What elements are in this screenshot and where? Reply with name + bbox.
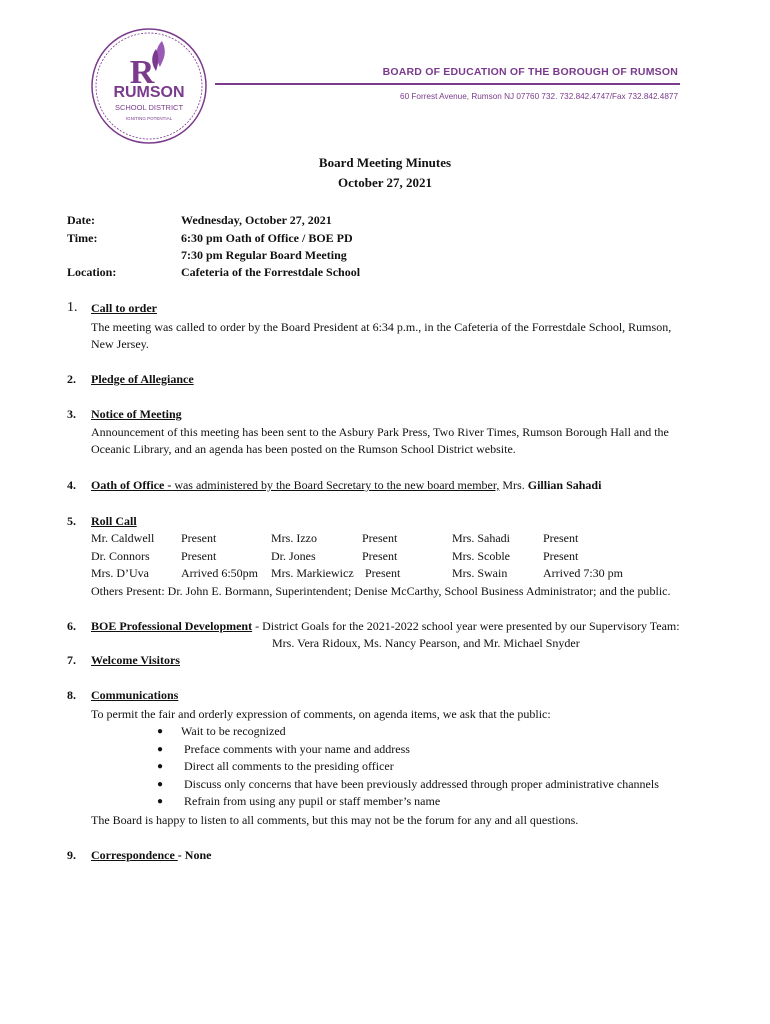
section-2-heading: Pledge of Allegiance <box>91 372 194 386</box>
roll-status: Present <box>543 531 579 545</box>
bullet-icon: ● <box>157 779 164 790</box>
roll-name: Mrs. Izzo <box>271 531 317 545</box>
section-1-number: 1. <box>67 300 78 315</box>
time-label: Time: <box>67 231 98 245</box>
roll-name: Mr. Caldwell <box>91 531 155 545</box>
section-3-line-2: Oceanic Library, and an agenda has been posted on the Rumson School District website. <box>91 442 516 456</box>
roll-name: Mrs. Scoble <box>452 549 510 563</box>
section-9-number: 9. <box>67 848 76 862</box>
section-4-number: 4. <box>67 478 76 492</box>
date-value: Wednesday, October 27, 2021 <box>181 213 332 227</box>
section-9-line <box>91 848 211 863</box>
section-8-number: 8. <box>67 688 76 702</box>
section-1-line-2: New Jersey. <box>91 337 149 351</box>
section-7-heading: Welcome Visitors <box>91 653 180 667</box>
section-8-outro: The Board is happy to listen to all comments, but this may not be the forum for any and all questions. <box>91 813 579 827</box>
section-4-underlined-text: was administered by the Board Secretary to the new board member, <box>171 478 500 492</box>
section-3-heading: Notice of Meeting <box>91 407 182 421</box>
others-present: Others Present: Dr. John E. Bormann, Superintendent; Denise McCarthy, School Business Administrator; and the public. <box>91 584 671 598</box>
section-6-number: 6. <box>67 619 76 633</box>
bullet-icon: ● <box>157 761 164 772</box>
time-value-2: 7:30 pm Regular Board Meeting <box>181 248 347 262</box>
section-3-number: 3. <box>67 407 76 421</box>
roll-name: Dr. Connors <box>91 549 150 563</box>
section-1-heading: Call to order <box>91 301 157 315</box>
section-6-text-2: Mrs. Vera Ridoux, Ms. Nancy Pearson, and Mr. Michael Snyder <box>272 636 580 650</box>
section-1-line-1: The meeting was called to order by the Board President at 6:34 p.m., in the Cafeteria of the Forrestdale School, Rumson, <box>91 320 672 334</box>
roll-name: Dr. Jones <box>271 549 316 563</box>
date-label: Date: <box>67 213 95 227</box>
location-label: Location: <box>67 265 117 279</box>
logo-subtitle: SCHOOL DISTRICT <box>114 103 184 112</box>
logo-tagline: IGNITING POTENTIAL <box>125 116 173 121</box>
bullet-item: Direct all comments to the presiding officer <box>184 759 394 773</box>
svg-text:R: R <box>129 54 155 91</box>
roll-name: Mrs. Swain <box>452 566 508 580</box>
section-4-plain-text: Mrs. <box>499 478 528 492</box>
section-9-heading: Correspondence <box>91 848 178 862</box>
section-4-member-name: Gillian Sahadi <box>527 478 602 492</box>
roll-name: Mrs. Markiewicz <box>271 566 354 580</box>
roll-status: Present <box>365 566 401 580</box>
section-2-number: 2. <box>67 372 76 386</box>
section-4-heading: Oath of Office - <box>91 478 172 492</box>
section-5-number: 5. <box>67 514 76 528</box>
roll-status: Present <box>543 549 579 563</box>
bullet-icon: ● <box>157 744 164 755</box>
section-9-suffix: - None <box>177 848 212 862</box>
document-title: Board Meeting Minutes <box>318 155 452 170</box>
roll-status: Present <box>181 549 217 563</box>
roll-name: Mrs. D’Uva <box>91 566 149 580</box>
section-8-intro: To permit the fair and orderly expression of comments, on agenda items, we ask that the public: <box>91 707 551 721</box>
bullet-item: Preface comments with your name and address <box>184 742 410 756</box>
bullet-item: Refrain from using any pupil or staff member’s name <box>184 794 441 808</box>
section-4-line <box>91 478 601 493</box>
roll-status: Present <box>362 531 398 545</box>
section-6-text-1: - District Goals for the 2021-2022 school year were presented by our Supervisory Team: <box>252 619 680 633</box>
roll-name: Mrs. Sahadi <box>452 531 510 545</box>
header-divider <box>215 83 680 85</box>
bullet-item: Wait to be recognized <box>181 724 286 738</box>
bullet-icon: ● <box>157 726 164 737</box>
section-8-heading: Communications <box>91 688 179 702</box>
roll-status: Present <box>362 549 398 563</box>
section-7-number: 7. <box>67 653 76 667</box>
time-value-1: 6:30 pm Oath of Office / BOE PD <box>181 231 353 245</box>
section-5-heading: Roll Call <box>91 514 137 528</box>
section-3-line-1: Announcement of this meeting has been sent to the Asbury Park Press, Two River Times, Rumson Borough Hall and the <box>91 425 669 439</box>
bullet-item: Discuss only concerns that have been previously addressed through proper administrative channels <box>184 777 659 791</box>
section-6-line <box>91 619 680 634</box>
board-address: 60 Forrest Avenue, Rumson NJ 07760 732. 732.842.4747/Fax 732.842.4877 <box>400 92 678 101</box>
roll-status: Arrived 6:50pm <box>181 566 258 580</box>
roll-status: Present <box>181 531 217 545</box>
roll-status: Arrived 7:30 pm <box>543 566 623 580</box>
board-title: BOARD OF EDUCATION OF THE BOROUGH OF RUMSON <box>382 66 678 78</box>
section-6-heading: BOE Professional Development <box>91 619 253 633</box>
location-value: Cafeteria of the Forrestdale School <box>181 265 361 279</box>
logo-name: RUMSON <box>113 84 185 101</box>
document-date: October 27, 2021 <box>338 175 432 190</box>
bullet-icon: ● <box>157 796 164 807</box>
